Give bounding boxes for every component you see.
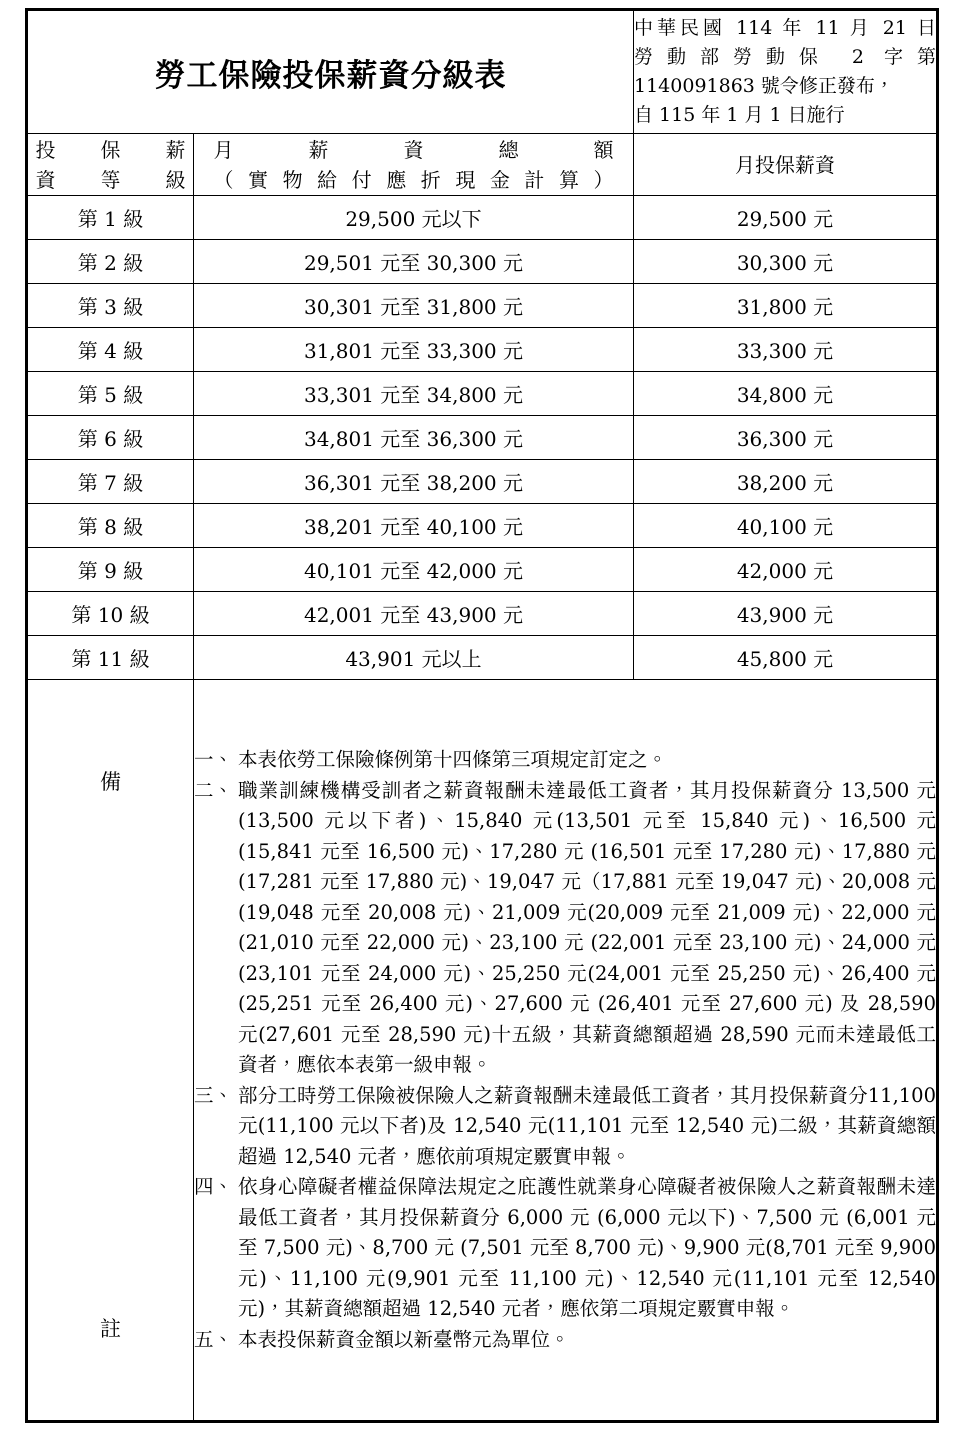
notes-row	[27, 680, 938, 1422]
note-item	[194, 776, 936, 1081]
table-row	[27, 240, 938, 284]
cell-range: 38,201 元至 40,100 元	[194, 504, 634, 548]
cell-insured: 42,000 元	[634, 548, 938, 592]
cell-grade: 第 3 級	[27, 284, 194, 328]
cell-insured: 31,800 元	[634, 284, 938, 328]
cell-range: 43,901 元以上	[194, 636, 634, 680]
column-header-range-line2: （實物給付應折現金計算）	[213, 167, 614, 192]
note-marker: 一、	[194, 748, 234, 771]
note-text: 依身心障礙者權益保障法規定之庇護性就業身心障礙者被保險人之薪資報酬未達最低工資者，其月投保薪資分 6,000 元 (6,000 元以下)、7,500 元 (6,001 元至 7,500 元)、8,700 元 (7,501 元至 8,700 元)、9,900 元(8,701 元至 9,900 元)、11,100 元(9,901 元至 11,100 元)、12,540 元(11,101 元至 12,540 元)，其薪資總額超過 12,540 元者，應依第二項規定覈實申報。	[238, 1175, 936, 1320]
decree-cell	[634, 10, 938, 134]
cell-insured: 34,800 元	[634, 372, 938, 416]
note-text: 部分工時勞工保險被保險人之薪資報酬未達最低工資者，其月投保薪資分11,100 元(11,100 元以下者)及 12,540 元(11,101 元至 12,540 元)二級，其薪資總額超過 12,540 元者，應依前項規定覈實申報。	[238, 1083, 936, 1168]
note-marker: 二、	[194, 778, 234, 802]
cell-grade: 第 2 級	[27, 240, 194, 284]
notes-label-char-bei: 備	[100, 770, 121, 794]
table-row	[27, 372, 938, 416]
cell-insured: 36,300 元	[634, 416, 938, 460]
table-row	[27, 504, 938, 548]
cell-grade: 第 11 級	[27, 636, 194, 680]
decree-line-2: 勞動部勞動保 2 字第	[634, 46, 936, 68]
cell-insured: 45,800 元	[634, 636, 938, 680]
notes-content-cell	[194, 680, 938, 1422]
cell-grade: 第 10 級	[27, 592, 194, 636]
cell-grade: 第 6 級	[27, 416, 194, 460]
cell-grade: 第 1 級	[27, 196, 194, 240]
note-text: 本表依勞工保險條例第十四條第三項規定訂定之。	[238, 748, 668, 771]
table-row	[27, 636, 938, 680]
column-header-range-line1: 月薪資總額	[213, 137, 614, 162]
cell-range: 40,101 元至 42,000 元	[194, 548, 634, 592]
note-marker: 四、	[194, 1175, 234, 1198]
decree-line-1: 中華民國 114 年 11 月 21 日	[634, 17, 936, 39]
column-header-grade-line2: 資等級	[35, 167, 186, 192]
column-header-monthly-range	[194, 134, 634, 196]
note-text: 職業訓練機構受訓者之薪資報酬未達最低工資者，其月投保薪資分 13,500 元(13,500 元以下者)、15,840 元(13,501 元至 15,840 元)、16,500 元 (15,841 元至 16,500 元)、17,280 元 (16,501 元至 17,280 元)、17,880 元 (17,281 元至 17,880 元)、19,047 元（17,881 元至 19,047 元)、20,008 元 (19,048 元至 20,008 元)、21,009 元(20,009 元至 21,009 元)、22,000 元(21,010 元至 22,000 元)、23,100 元 (22,001 元至 23,100 元)、24,000 元(23,101 元至 24,000 元)、25,250 元(24,001 元至 25,250 元)、26,400 元 (25,251 元至 26,400 元)、27,600 元 (26,401 元至 27,600 元) 及 28,590 元(27,601 元至 28,590 元)十五級，其薪資總額超過 28,590 元而未達最低工資者，應依本表第一級申報。	[238, 778, 936, 1076]
notes-label-char-zhu: 註	[100, 1317, 121, 1341]
cell-range: 31,801 元至 33,300 元	[194, 328, 634, 372]
note-item	[194, 1081, 936, 1173]
column-header-row	[27, 134, 938, 196]
cell-grade: 第 5 級	[27, 372, 194, 416]
cell-insured: 33,300 元	[634, 328, 938, 372]
page-title: 勞工保險投保薪資分級表	[154, 57, 507, 94]
note-item	[194, 1325, 936, 1356]
note-item	[194, 745, 936, 776]
cell-insured: 43,900 元	[634, 592, 938, 636]
table-row	[27, 284, 938, 328]
table-row	[27, 592, 938, 636]
table-row	[27, 328, 938, 372]
cell-range: 34,801 元至 36,300 元	[194, 416, 634, 460]
cell-range: 36,301 元至 38,200 元	[194, 460, 634, 504]
note-marker: 五、	[194, 1327, 234, 1351]
column-header-grade-line1: 投保薪	[35, 137, 186, 162]
note-marker: 三、	[194, 1083, 234, 1107]
column-header-grade	[27, 134, 194, 196]
cell-insured: 40,100 元	[634, 504, 938, 548]
decree-line-3: 1140091863 號令修正發布，	[634, 75, 894, 97]
table-header-band	[27, 10, 938, 134]
column-header-insured-label: 月投保薪資	[735, 152, 835, 177]
cell-grade: 第 7 級	[27, 460, 194, 504]
cell-insured: 30,300 元	[634, 240, 938, 284]
cell-range: 29,501 元至 30,300 元	[194, 240, 634, 284]
cell-grade: 第 8 級	[27, 504, 194, 548]
note-item	[194, 1172, 936, 1325]
insured-salary-grade-table	[25, 8, 939, 1423]
notes-label-cell	[27, 680, 194, 1422]
cell-grade: 第 9 級	[27, 548, 194, 592]
cell-insured: 29,500 元	[634, 196, 938, 240]
cell-range: 30,301 元至 31,800 元	[194, 284, 634, 328]
title-cell	[27, 10, 634, 134]
cell-range: 33,301 元至 34,800 元	[194, 372, 634, 416]
cell-insured: 38,200 元	[634, 460, 938, 504]
cell-grade: 第 4 級	[27, 328, 194, 372]
table-row	[27, 548, 938, 592]
cell-range: 42,001 元至 43,900 元	[194, 592, 634, 636]
table-row	[27, 196, 938, 240]
table-row	[27, 460, 938, 504]
note-text: 本表投保薪資金額以新臺幣元為單位。	[238, 1327, 570, 1351]
cell-range: 29,500 元以下	[194, 196, 634, 240]
decree-line-4: 自 115 年 1 月 1 日施行	[634, 104, 845, 126]
column-header-insured-salary	[634, 134, 938, 196]
table-row	[27, 416, 938, 460]
